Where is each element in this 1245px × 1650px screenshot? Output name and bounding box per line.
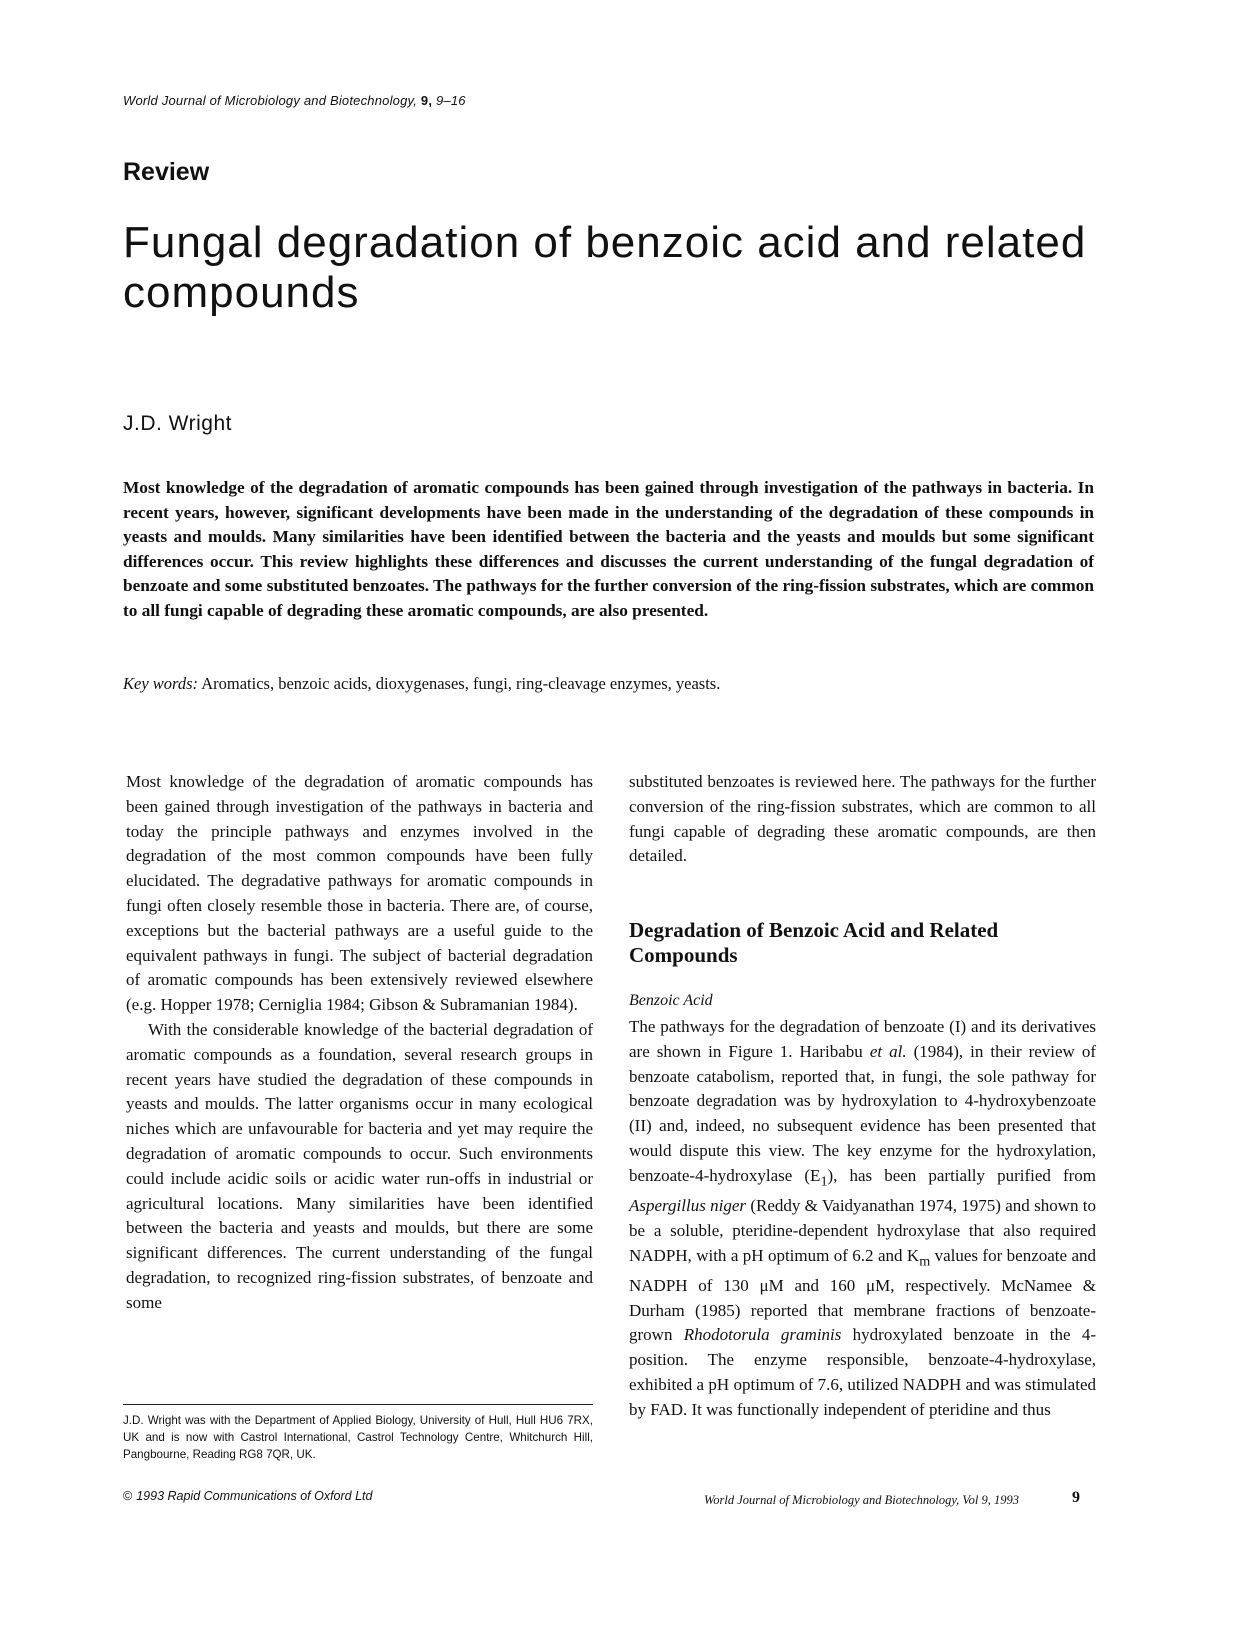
text-run: ), has been partially purified from bbox=[827, 1165, 1096, 1185]
copyright-text: 1993 Rapid Communications of Oxford Ltd bbox=[136, 1489, 373, 1503]
body-column-right bbox=[629, 1015, 1096, 1423]
copyright bbox=[123, 1489, 372, 1503]
author-name: J.D. Wright bbox=[123, 412, 232, 435]
copyright-symbol: © bbox=[123, 1489, 133, 1503]
footnote-rule bbox=[123, 1404, 593, 1405]
keywords-text: Aromatics, benzoic acids, dioxygenases, fungi, ring-cleavage enzymes, yeasts. bbox=[201, 674, 721, 693]
text-run-italic: et al. bbox=[869, 1041, 907, 1061]
subscript: 1 bbox=[820, 1173, 828, 1190]
keywords bbox=[123, 674, 1094, 694]
body-paragraph: Most knowledge of the degradation of aromatic compounds has been gained through investigation of the pathways in bacteria and today the principle pathways and enzymes involved in the degradation of the most common compounds have been fully elucidated. The degradative pathways for aromatic compounds in fungi often closely resemble those in bacteria. There are, of course, exceptions but the bacterial pathways are a useful guide to the equivalent pathways in fungi. The subject of bacterial degradation of aromatic compounds has been extensively reviewed elsewhere (e.g. Hopper 1978; Cerniglia 1984; Gibson & Subramanian 1984). bbox=[126, 772, 593, 1015]
journal-volume: 9, bbox=[420, 93, 433, 108]
text-run: The pathways for the degradation of benzoate (I) and its derivatives are shown in Figure 1. Haribabu bbox=[629, 1017, 1096, 1061]
text-run: (1984), in their review of benzoate catabolism, reported that, in fungi, the sole pathway for benzoate degradation was by hydroxylation to 4-hydroxybenzoate (II) and, indeed, no subsequent evidence has been presented that would dispute this view. The key enzyme for the hydroxylation, benzoate-4-hydroxylase (E bbox=[629, 1041, 1096, 1185]
body-paragraph: substituted benzoates is reviewed here. The pathways for the further conversion of the ring-fission substrates, which are common to all fungi capable of degrading these aromatic compounds, are then detailed. bbox=[629, 772, 1096, 866]
text-run: hydroxylated benzoate in the 4-position. The enzyme responsible, benzoate-4-hydroxylase, exhibited a pH optimum of 7.6, utilized NADPH and was stimulated by FAD. It was functionally independent of pteridine and thus bbox=[629, 1325, 1096, 1419]
journal-name: World Journal of Microbiology and Biotechnology, bbox=[123, 93, 418, 108]
article-title: Fungal degradation of benzoic acid and related compounds bbox=[123, 218, 1087, 317]
species-name: Rhodotorula graminis bbox=[683, 1325, 842, 1345]
body-paragraph: With the considerable knowledge of the bacterial degradation of aromatic compounds as a foundation, several research groups in recent years have studied the degradation of these compounds in yeasts and moulds. The latter organisms occur in many ecological niches which are unfavourable for bacteria and yet may require the degradation of aromatic compounds to occur. Such environments could include acidic soils or acidic water run-offs in industrial or agricultural locations. Many similarities have been identified between the bacteria and yeasts and moulds, but there are some significant differences. The current understanding of the fungal degradation, to recognized ring-fission substrates, of benzoate and some bbox=[126, 1019, 593, 1312]
text-run: (Reddy & Vaidyanathan 1974, 1975) and shown to be a soluble, pteridine-dependent hydroxylase that also required NADPH, with a pH optimum of 6.2 and K bbox=[629, 1195, 1097, 1265]
abstract: Most knowledge of the degradation of aromatic compounds has been gained through investigation of the pathways in bacteria. In recent years, however, significant developments have been made in the understanding of the degradation of these compounds in yeasts and moulds. Many similarities have been identified between the bacteria and the yeasts and moulds but some significant differences occur. This review highlights these differences and discusses the current understanding of the fungal degradation of benzoate and some substituted benzoates. The pathways for the further conversion of the ring-fission substrates, which are common to all fungi capable of degrading these aromatic compounds, are also presented. bbox=[123, 478, 1094, 620]
text-run: values for benzoate and NADPH of 130 μM and 160 μM, respectively. McNamee & Durham (1985) reported that membrane fractions of benzoate-grown bbox=[629, 1245, 1097, 1345]
page-number: 9 bbox=[1072, 1489, 1080, 1506]
footer-journal: World Journal of Microbiology and Biotechnology, Vol 9, 1993 bbox=[704, 1493, 1020, 1507]
journal-header bbox=[123, 93, 466, 108]
section-label: Review bbox=[123, 158, 210, 186]
body-column-right-continuation bbox=[629, 770, 1096, 869]
keywords-label: Key words: bbox=[123, 674, 199, 693]
species-name: Aspergillus niger bbox=[629, 1195, 747, 1215]
subsection-heading: Benzoic Acid bbox=[629, 992, 713, 1009]
journal-pages: 9–16 bbox=[435, 93, 466, 108]
body-paragraph bbox=[629, 1015, 1096, 1423]
section-heading: Degradation of Benzoic Acid and Related Compounds bbox=[629, 918, 999, 967]
subscript: m bbox=[919, 1252, 931, 1269]
footnote: J.D. Wright was with the Department of Applied Biology, University of Hull, Hull HU6 7RX, UK and is now with Castrol International, Castrol Technology Centre, Whitchurch Hill, Pangbourne, Reading RG8 7QR, UK. bbox=[123, 1414, 593, 1461]
body-column-left bbox=[126, 770, 593, 1316]
